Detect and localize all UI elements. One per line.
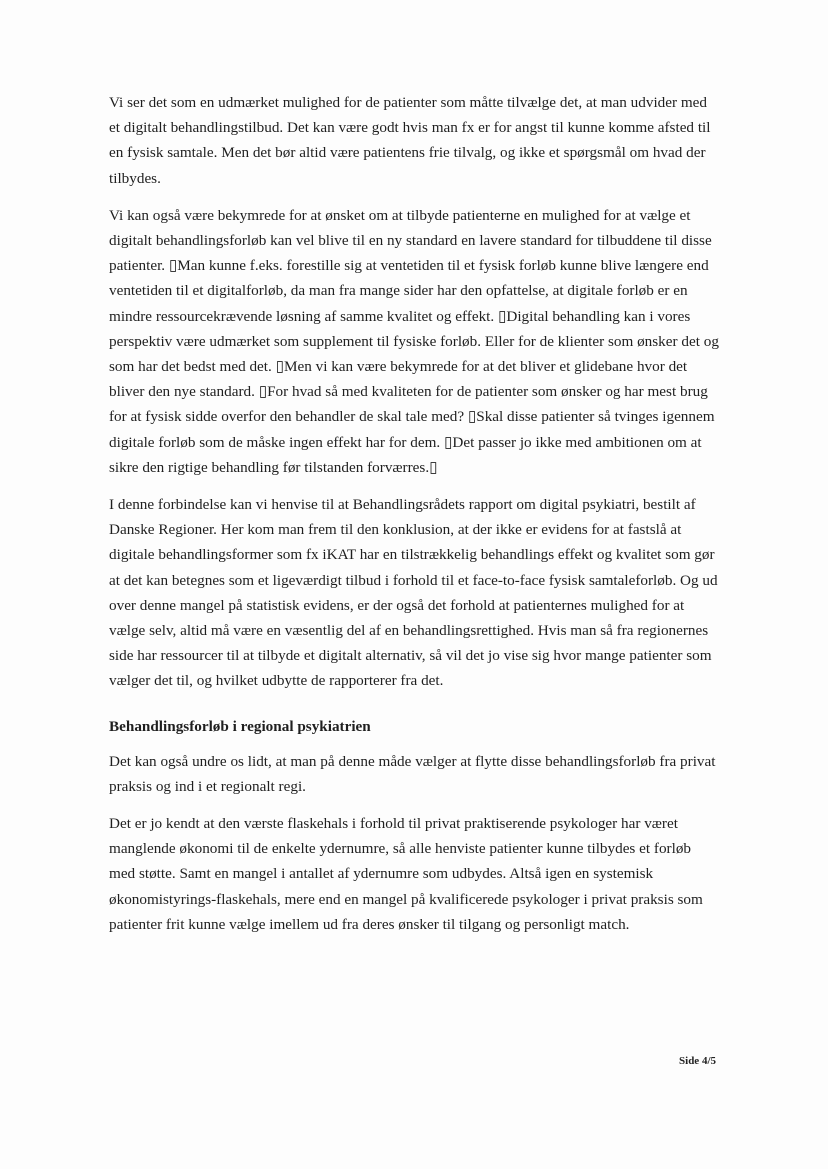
paragraph-bottleneck: Det er jo kendt at den værste flaskehals i forhold til privat praktiserende psykologer har været manglende økonomi til de enkelte ydernumre, så alle henviste patienter kunne tilbydes et forløb med støtte. Samt en mangel i antallet af ydernumre som udbydes. Altså igen en systemisk økonomistyrings-flaskehals, mere end en mangel på kvalificerede psykologer i privat praksis som patienter frit kunne vælge imellem ud fra deres ønsker til tilgang og personligt match. — [109, 815, 703, 933]
paragraph-concern-standard: Vi kan også være bekymrede for at ønsket om at tilbyde patienterne en mulighed for at vælge et digitalt behandlingsforløb kan vel blive til en ny standard en lavere standard for tilbuddene til disse patienter. ▯Man kunne f.eks. forestille sig at ventetiden til et fysisk forløb kunne blive længere end ventetiden til et digitalforløb, da man fra mange sider har den opfattelse, at digitale forløb er en mindre ressourcekrævende løsning af samme kvalitet og effekt. ▯Digital behandling kan i vores perspektiv være udmærket som supplement til fysiske forløb. Eller for de klienter som ønsker det og som har det bedst med det. ▯Men vi kan være bekymrede for at det bliver et glidebane hvor det bliver den nye standard. ▯For hvad så med kvaliteten for de patienter som ønsker og har mest brug for at fysisk sidde overfor den behandler de skal tale med? ▯Skal disse patienter så tvinges igennem digitale forløb som de måske ingen effekt har for dem. ▯Det passer jo ikke med ambitionen om at sikre den rigtige behandling før tilstanden forværres.▯ — [109, 206, 719, 476]
paragraph-regional-move: Det kan også undre os lidt, at man på denne måde vælger at flytte disse behandlingsforløb fra privat praksis og ind i et regionalt regi. — [109, 752, 716, 795]
section-heading: Behandlingsforløb i regional psykiatrien — [109, 717, 371, 735]
paragraph-behandlingsraadet: I denne forbindelse kan vi henvise til at Behandlingsrådets rapport om digital psykiatri, bestilt af Danske Regioner. Her kom man frem til den konklusion, at der ikke er evidens for at fastslå at digitale behandlingsformer som fx iKAT har en tilstrækkelig behandlings effekt og kvalitet som gør at det kan betegnes som et ligeværdigt tilbud i forhold til et face-to-face fysisk samtaleforløb. Og ud over denne mangel på statistisk evidens, er der også det forhold at patienternes mulighed for at vælge selv, altid må være en væsentlig del af en behandlingsrettighed. Hvis man så fra regionernes side har ressourcer til at tilbyde et digitalt alternativ, så vil det jo vise sig hvor mange patienter som vælger det til, og hvilket udbytte de rapporterer fra det. — [109, 496, 718, 690]
paragraph-digital-offer: Vi ser det som en udmærket mulighed for de patienter som måtte tilvælge det, at man udvider med et digitalt behandlingstilbud. Det kan være godt hvis man fx er for angst til kunne komme afsted til en fysisk samtale. Men det bør altid være patientens frie tilvalg, og ikke et spørgsmål om hvad der tilbydes. — [109, 94, 711, 187]
document-body — [109, 90, 719, 949]
page-number: Side 4/5 — [679, 1055, 716, 1067]
